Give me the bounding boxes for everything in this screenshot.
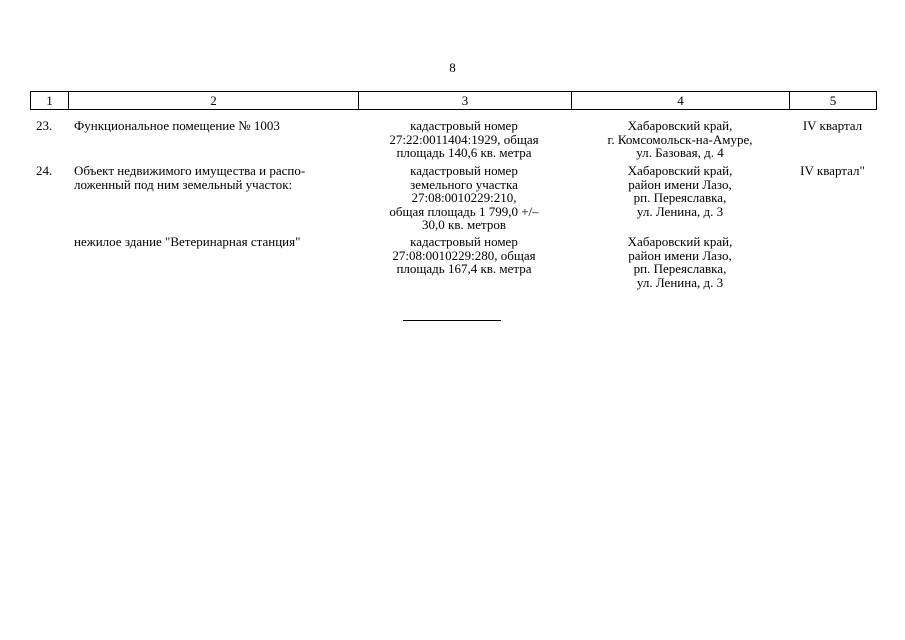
address-line: ул. Ленина, д. 3: [636, 203, 724, 219]
column-number-header: [30, 91, 877, 110]
cadastral-line: земельного участка: [410, 176, 518, 192]
cadastral-line: кадастровый номер: [410, 118, 518, 133]
address-line: рп. Переяславка,: [633, 261, 727, 276]
address-line: Хабаровский край,: [627, 234, 733, 249]
cadastral-line: общая площадь 1 799,0 +/–: [389, 203, 539, 219]
cadastral-line: кадастровый номер: [410, 163, 518, 178]
cadastral-line: 27:08:0010229:210,: [411, 190, 517, 205]
cadastral-line: площадь 167,4 кв. метра: [396, 261, 532, 276]
header-col-3: 3: [359, 92, 572, 110]
page-number: 8: [449, 60, 456, 75]
object-name: [74, 119, 374, 133]
header-row: [31, 92, 877, 110]
cadastral-line: площадь 140,6 кв. метра: [396, 145, 532, 160]
cadastral-info: [358, 164, 570, 232]
object-name-line: Объект недвижимого имущества и распо-: [74, 163, 306, 178]
cadastral-line: 27:22:0011404:1929, общая: [389, 131, 539, 147]
cadastral-line: кадастровый номер: [410, 234, 518, 249]
address-line: Хабаровский край,: [627, 118, 733, 133]
object-name-line: нежилое здание "Ветеринарная станция": [74, 234, 301, 249]
address: [571, 119, 789, 160]
object-name-line: ложенный под ним земельный участок:: [74, 176, 293, 192]
address: [571, 164, 789, 218]
row-number: 24.: [36, 163, 53, 178]
address-line: рп. Переяславка,: [633, 190, 727, 205]
cadastral-line: 27:08:0010229:280, общая: [392, 247, 536, 263]
header-col-4: 4: [572, 92, 790, 110]
object-name-line: Функциональное помещение № 1003: [74, 118, 280, 133]
object-name: [74, 235, 374, 249]
header-col-2: 2: [69, 92, 359, 110]
privatization-term: IV квартал: [802, 118, 863, 133]
end-of-table-rule: [403, 320, 501, 321]
header-col-5: 5: [790, 92, 877, 110]
address-line: ул. Базовая, д. 4: [636, 145, 724, 160]
cadastral-info: [358, 235, 570, 276]
address-line: район имени Лазо,: [628, 176, 732, 192]
address-line: район имени Лазо,: [628, 247, 732, 263]
row-number: 23.: [36, 118, 53, 133]
privatization-term: IV квартал": [800, 163, 865, 178]
cadastral-line: 30,0 кв. метров: [422, 217, 506, 232]
object-name: [74, 164, 374, 191]
address-line: ул. Ленина, д. 3: [636, 274, 724, 290]
address-line: г. Комсомольск-на-Амуре,: [607, 131, 753, 147]
address-line: Хабаровский край,: [627, 163, 733, 178]
cadastral-info: [358, 119, 570, 160]
header-col-1: 1: [31, 92, 69, 110]
address: [571, 235, 789, 289]
